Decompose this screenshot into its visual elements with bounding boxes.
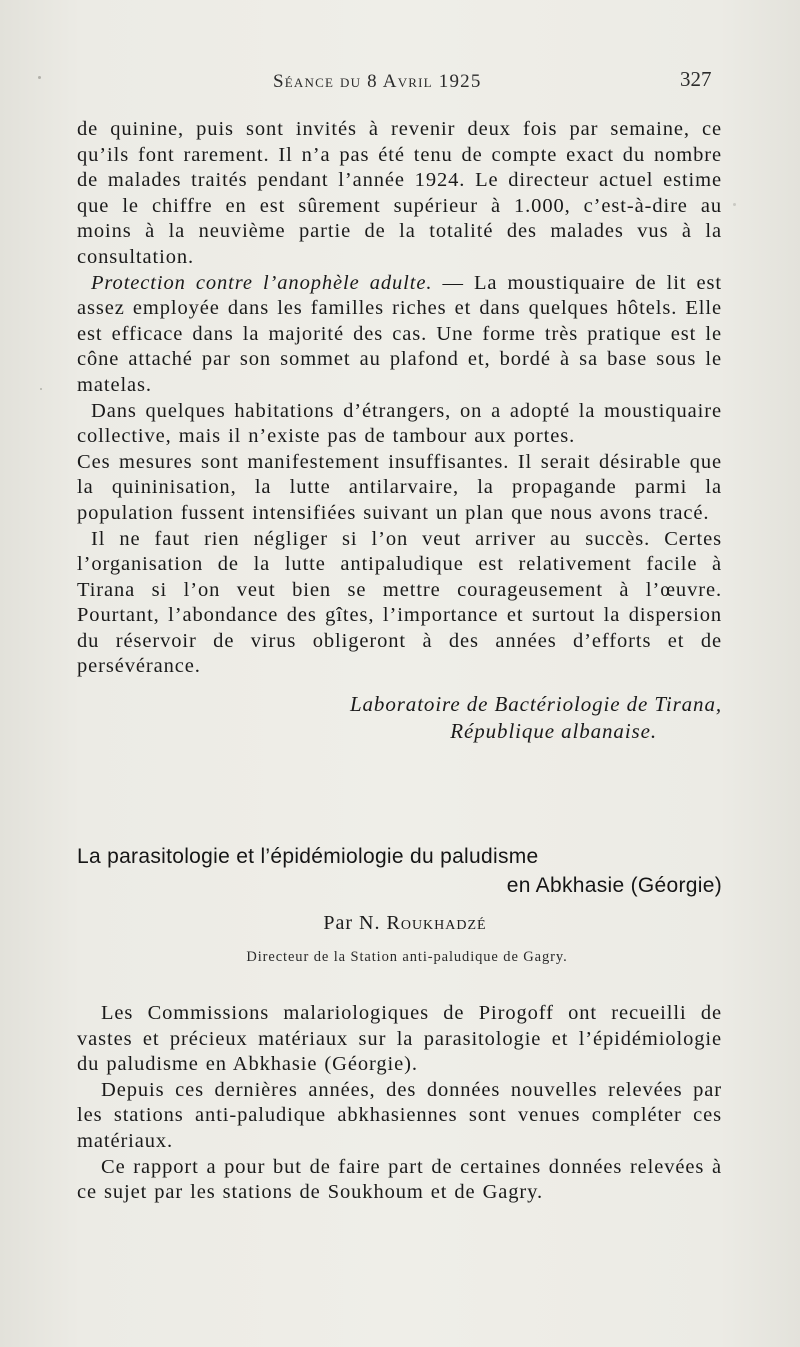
signature-institution: Laboratoire de Bactériologie de Tirana, <box>349 692 722 716</box>
paragraph: Dans quelques habitations d’étrangers, on a adopté la moustiquaire collective, mais il n’existe pas de tambour aux portes. <box>77 399 722 448</box>
paragraph-body: — La moustiquaire de lit est assez employée dans les familles riches et dans quelques hôtels. Elle est efficace dans la majorité des cas. Une forme très pratique est le cône attaché par son sommet au plafond et, bordé à sa base sous le matelas. <box>77 271 722 396</box>
article-title-line: La parasitologie et l’épidémiologie du paludisme <box>77 845 539 868</box>
signature-country: République albanaise. <box>450 719 657 743</box>
article-title-line: en Abkhasie (Géorgie) <box>506 874 722 897</box>
paragraph <box>77 271 722 399</box>
article-title <box>77 842 722 900</box>
article-body <box>77 1001 722 1206</box>
paragraph: de quinine, puis sont invités à revenir deux fois par semaine, ce qu’ils font rarement. Il n’a pas été tenu de compte exact du nombre de malades traités pendant l’année 1924. Le directeur actuel estime que le chiffre en est sûrement supérieur à 1.000, c’est-à-dire au moins à la neuvième partie de la totalité des malades vus à la consultation. <box>77 118 722 268</box>
paper-speck <box>733 203 736 206</box>
byline-prefix: Par N. <box>323 912 387 934</box>
paragraph: Depuis ces dernières années, des données nouvelles relevées par les stations anti-paludique abkhasiennes sont venues compléter ces matériaux. <box>77 1078 722 1152</box>
paper-speck <box>40 388 42 390</box>
continuation-text <box>77 117 722 680</box>
paragraph: Ce rapport a pour but de faire part de certaines données relevées à ce sujet par les stations de Soukhoum et de Gagry. <box>77 1155 722 1204</box>
author-affiliation: Directeur de la Station anti-paludique de Gagry. <box>246 949 568 965</box>
paragraph-lead-heading: Protection contre l’anophèle adulte. <box>91 271 433 294</box>
running-header <box>0 67 800 97</box>
page-number: 327 <box>680 67 712 91</box>
paragraph: Les Commissions malariologiques de Pirogoff ont recueilli de vastes et précieux matériaux sur la parasitologie et l’épidémiologie du paludisme en Abkhasie (Géorgie). <box>77 1002 722 1076</box>
running-title: Séance du 8 Avril 1925 <box>273 71 482 92</box>
paragraph: Il ne faut rien négliger si l’on veut arriver au succès. Certes l’organisation de la lutte antipaludique est relativement facile à Tirana si l’on veut bien se mettre courageusement à l’œuvre. Pourtant, l’abondance des gîtes, l’importance et surtout la dispersion du réservoir de virus obligeront à des années d’efforts et de persévérance. <box>77 527 722 678</box>
signature-block <box>77 691 722 745</box>
author-name: Roukhadzé <box>386 912 487 934</box>
paragraph: Ces mesures sont manifestement insuffisantes. Il serait désirable que la quininisation, la lutte antilarvaire, la propagande parmi la population fussent intensifiées suivant un plan que nous avons tracé. <box>77 450 722 524</box>
author-byline <box>0 912 800 935</box>
